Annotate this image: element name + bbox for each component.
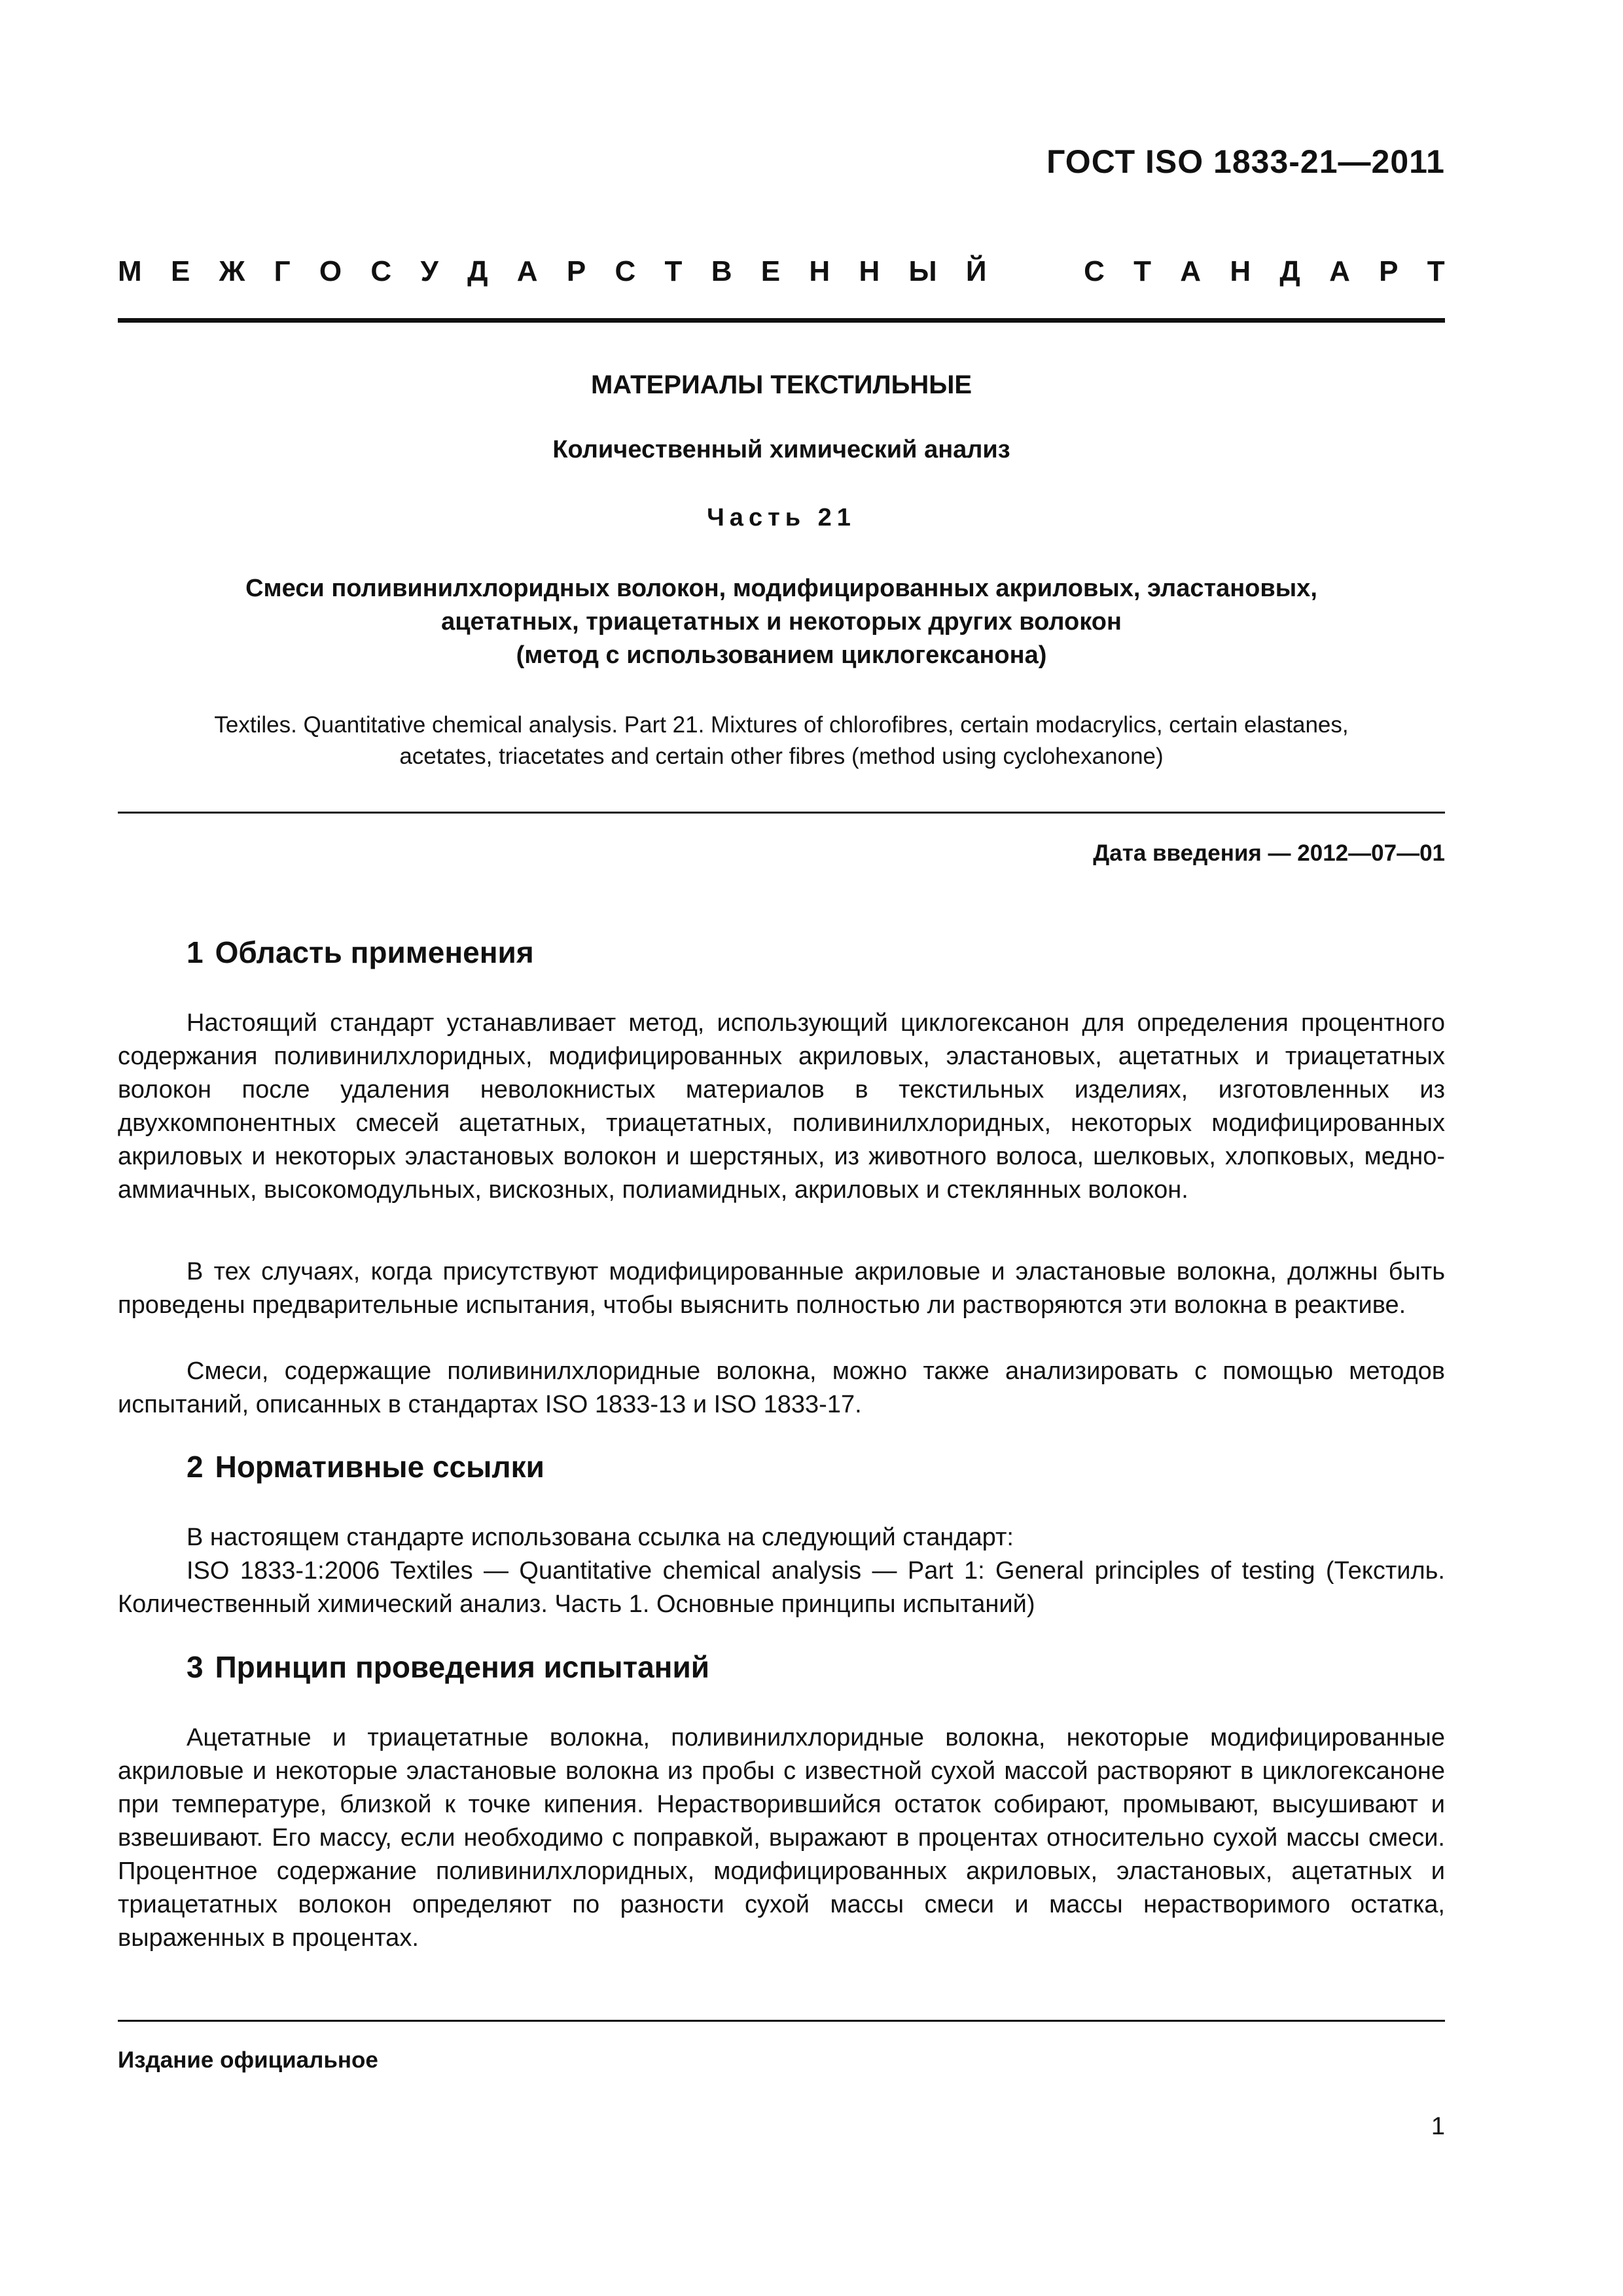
standard-type-letter: Н — [859, 255, 880, 287]
long-title-line: Смеси поливинилхлоридных волокон, модифицированных акриловых, эластановых, — [245, 575, 1317, 602]
long-title-line: (метод с использованием циклогексанона) — [516, 641, 1047, 669]
edition-label: Издание официальное — [118, 2047, 378, 2073]
page-number: 1 — [1431, 2113, 1445, 2140]
standard-type-heading — [118, 255, 1445, 288]
document-title: МАТЕРИАЛЫ ТЕКСТИЛЬНЫЕ — [590, 370, 972, 399]
standard-type-letter: С — [1084, 255, 1105, 287]
paragraph: В настоящем стандарте использована ссылка на следующий стандарт: — [187, 1524, 1014, 1551]
paragraph: Смеси, содержащие поливинилхлоридные волокна, можно также анализировать с помощью методов испытаний, описанных в стандартах ISO 1833-13 и ISO 1833-17. — [118, 1357, 1445, 1418]
english-title-line: acetates, triacetates and certain other fibres (method using cyclohexanone) — [399, 744, 1164, 769]
section-title: Область применения — [215, 935, 534, 969]
standard-type-letter: Н — [1230, 255, 1251, 287]
standard-type-letter: У — [420, 255, 438, 287]
word-gap — [1016, 255, 1055, 288]
paragraph: Настоящий стандарт устанавливает метод, использующий циклогексанон для определения процентного содержания поливинилхлоридных, модифицированных акриловых, эластановых, ацетатных и триацетатных волокон после удаления неволокнистых материалов в текстильных изделиях, изготовленных из двухкомпонентных смесей ацетатных, триацетатных, поливинилхлоридных, некоторых модифицированных акриловых и некоторых эластановых волокон и шерстяных, из животного волоса, шелковых, хлопковых, медно-аммиачных, высокомодульных, вискозных, полиамидных, акриловых и стеклянных волокон. — [118, 1009, 1445, 1204]
standard-type-letter: С — [370, 255, 392, 287]
standard-type-letter: Й — [965, 255, 987, 287]
standard-type-letter: Р — [1379, 255, 1399, 287]
standard-type-letter: Г — [274, 255, 291, 287]
header-divider — [118, 318, 1445, 323]
standard-type-letter: Д — [1279, 255, 1300, 287]
standard-type-letter: А — [516, 255, 538, 287]
section-title: Принцип проведения испытаний — [215, 1650, 710, 1684]
paragraph: В тех случаях, когда присутствуют модифицированные акриловые и эластановые волокна, должны быть проведены предварительные испытания, чтобы выяснить полностью ли растворяются эти волокна в реактиве. — [118, 1258, 1445, 1319]
standard-type-letter: А — [1329, 255, 1350, 287]
paragraph: ISO 1833-1:2006 Textiles — Quantitative chemical analysis — Part 1: General principles of testing (Текстиль. Количественный химический анализ. Часть 1. Основные принципы испытаний) — [118, 1557, 1445, 1618]
footer-divider — [118, 2020, 1445, 2022]
standard-type-letter: Ж — [219, 255, 245, 287]
section-heading-references — [187, 1449, 544, 1484]
standard-type-letter: Е — [170, 255, 190, 287]
long-title-line: ацетатных, триацетатных и некоторых других волокон — [441, 608, 1122, 636]
standard-type-letter: Н — [809, 255, 830, 287]
standard-type-letter: В — [711, 255, 732, 287]
standard-type-letter: А — [1180, 255, 1202, 287]
section-number: 2 — [187, 1450, 204, 1484]
document-number: ГОСТ ISO 1833-21—2011 — [1046, 143, 1445, 180]
section-heading-principle — [187, 1649, 709, 1685]
document-subtitle: Количественный химический анализ — [552, 436, 1010, 463]
standard-type-letter: О — [319, 255, 342, 287]
english-title-line: Textiles. Quantitative chemical analysis. Part 21. Mixtures of chlorofibres, certain modacrylics, certain elastanes, — [214, 712, 1349, 738]
section-title: Нормативные ссылки — [215, 1450, 544, 1484]
standard-type-letter: Т — [664, 255, 683, 287]
standard-type-letter: Т — [1427, 255, 1445, 287]
standard-type-letter: Р — [566, 255, 586, 287]
title-divider — [118, 812, 1445, 814]
standard-type-letter: Ы — [908, 255, 937, 287]
document-long-title — [118, 572, 1445, 672]
section-number: 1 — [187, 935, 204, 969]
paragraph: Ацетатные и триацетатные волокна, поливинилхлоридные волокна, некоторые модифицированные акриловые и некоторые эластановые волокна из пробы с известной сухой массой растворяют в циклогексаноне при температуре, близкой к точке кипения. Нерастворившийся остаток собирают, промывают, высушивают и взвешивают. Его массу, если необходимо с поправкой, выражают в процентах относительно сухой массы смеси. Процентное содержание поливинилхлоридных, модифицированных акриловых, эластановых, ацетатных и триацетатных волокон определяют по разности сухой массы смеси и массы нерастворимого остатка, выраженных в процентах. — [118, 1724, 1445, 1952]
section-heading-scope — [187, 935, 534, 970]
document-part: Часть 21 — [707, 504, 856, 531]
standard-type-letter: С — [615, 255, 636, 287]
standard-type-letter: Е — [760, 255, 781, 287]
standard-type-letter: Т — [1133, 255, 1152, 287]
standard-type-letter: Д — [467, 255, 488, 287]
standard-type-letter: М — [118, 255, 142, 287]
section-number: 3 — [187, 1650, 204, 1684]
introduction-date: Дата введения — 2012—07—01 — [1093, 840, 1445, 866]
english-title — [118, 709, 1445, 772]
